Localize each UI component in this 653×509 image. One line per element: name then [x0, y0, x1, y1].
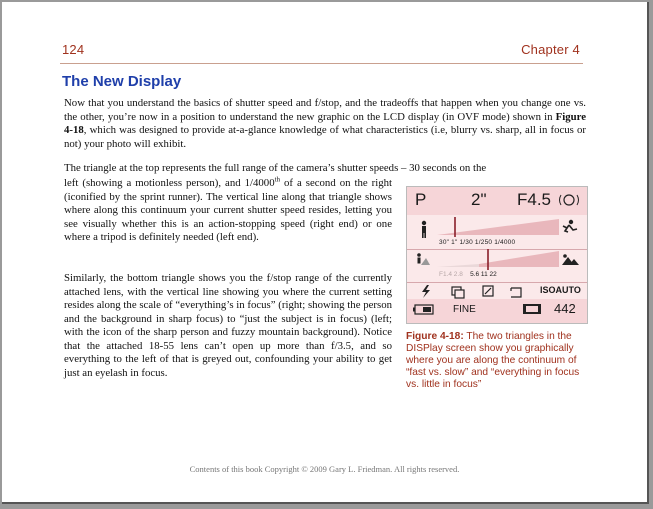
section-title: The New Display — [62, 73, 182, 90]
steady-shot-icon — [560, 195, 579, 205]
aperture-scale-unavailable: F1.4 2.8 — [439, 271, 463, 278]
page-number: 124 — [62, 42, 85, 57]
shutter-speed-value: 2" — [471, 190, 487, 209]
shallow-focus-icon — [417, 253, 430, 265]
paragraph-triangle-top: The triangle at the top represents the full range of the camera’s shutter speeds – 30 seconds on the — [64, 162, 487, 174]
paragraph-text: left (showing a motionless person), and 1/4000 — [64, 177, 275, 189]
book-page — [2, 2, 649, 504]
image-quality: FINE — [453, 304, 476, 315]
aperture-scale-available: 5.6 11 22 — [470, 271, 497, 278]
paragraph-fstop-range: Similarly, the bottom triangle shows you the f/stop range of the currently attached lens, with the vertical line showing you where the current setting resides along the scale of “everything’s in focus” (right; showing the person and the background in sharp focus) to “just the subject is in focus) (left; with the icon of the sharp person and fuzzy mountain background). Notice that the attached 18-55 lens can’t open up more than f/3.5, and so everything to the left of that is greyed out, confounding your ability to get just an eyelash in focus. — [64, 272, 392, 379]
af-area-icon — [483, 286, 493, 296]
iso-setting: ISOAUTO — [540, 285, 581, 295]
exposure-mode: P — [415, 190, 427, 209]
standing-person-icon — [422, 221, 426, 238]
aperture-triangle — [479, 251, 559, 267]
running-person-icon — [563, 220, 577, 232]
superscript: th — [274, 175, 281, 184]
figure-reference: Figure 4-18 — [64, 110, 586, 136]
paragraph-text: of a second on the right (iconified by the sprint runner). The vertical line along that triangle shows where along this continuum your current shutter speed resides, letting you see visually whether this is an action-stopping speed (right end) or one where a tripod is definitely needed (left end). — [64, 177, 392, 243]
card-icon — [523, 304, 541, 314]
figure-label: Figure 4-18: — [406, 331, 464, 342]
deep-focus-icon — [562, 254, 579, 265]
header-rule — [60, 63, 583, 64]
paragraph-text: , which was designed to provide at-a-glance knowledge of what characteristics (i.e, blurry vs. sharp, all in focus or not) your photo will exhibit. — [64, 124, 586, 150]
exposure-comp-icon — [511, 288, 521, 297]
chapter-heading: Chapter 4 — [521, 42, 580, 57]
shutter-scale-labels: 30" 1" 1/30 1/250 1/4000 — [439, 239, 516, 246]
shots-remaining: 442 — [554, 301, 576, 316]
figure-caption — [406, 331, 586, 391]
aperture-scale-labels — [439, 271, 497, 278]
paragraph-intro — [64, 97, 586, 151]
caption-text: The two triangles in the DISPlay screen show you graphically where you are along the continuum of “fast vs. slow” and “everything in focus vs. little in focus” — [406, 331, 580, 390]
battery-icon — [413, 305, 433, 314]
drive-mode-icon — [452, 287, 464, 298]
fstop-value: F4.5 — [517, 190, 552, 209]
aperture-triangle-grey — [437, 264, 479, 267]
flash-icon — [422, 285, 430, 298]
paragraph-shutter-range — [64, 177, 392, 245]
lcd-display-figure — [406, 186, 588, 324]
paragraph-text: Now that you understand the basics of shutter speed and f/stop, and the tradeoffs that happen when you change one vs. the other, you’re now in a position to understand the new graphic on the LCD display (in OVF mode) shown in — [64, 97, 586, 123]
copyright-footer: Contents of this book Copyright © 2009 Gary L. Friedman. All rights reserved. — [189, 464, 460, 474]
